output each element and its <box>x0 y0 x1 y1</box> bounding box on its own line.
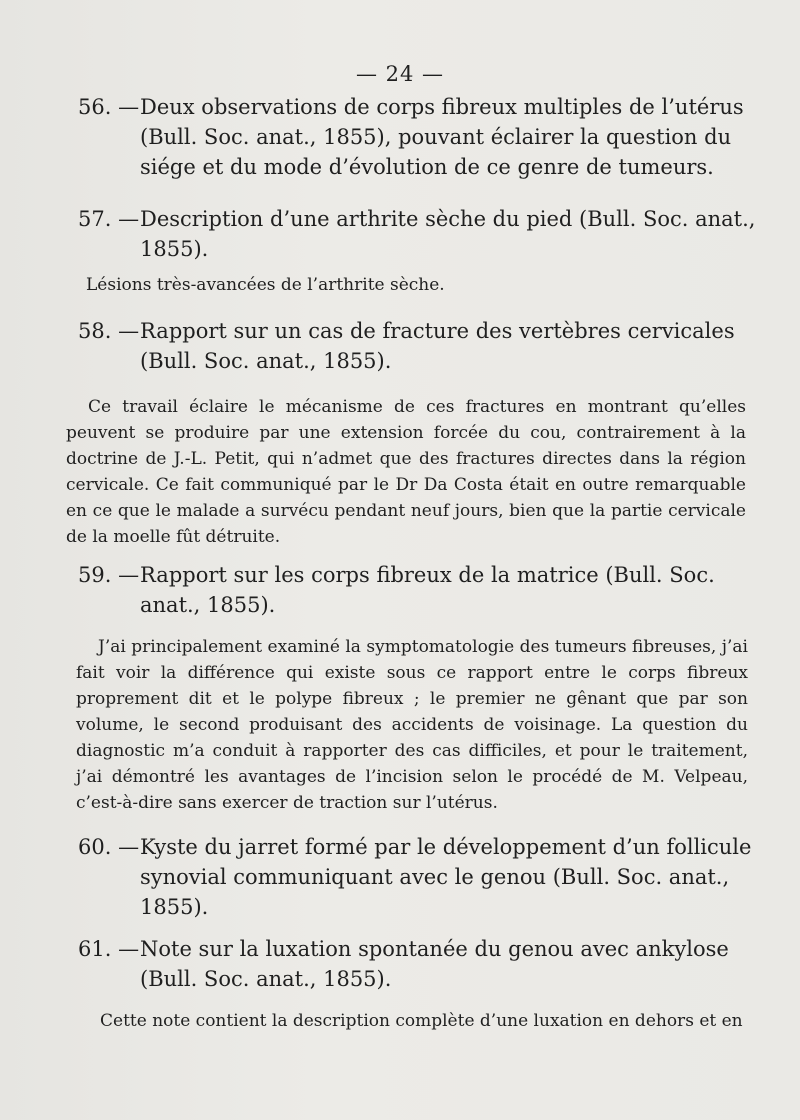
entry-title <box>78 560 758 620</box>
entry-57-body <box>78 272 758 298</box>
entry-title-text: Note sur la luxation spontanée du genou avec ankylose (Bull. Soc. anat., 1855). <box>140 937 729 991</box>
entry-description: Ce travail éclaire le mécanisme de ces fractures en montrant qu’elles peuvent se produire par une extension forcée du cou, contrairement à la doctrine de J.-L. Petit, qui n’admet que des fractures directes dans la région cervicale. Ce fait communiqué par le Dr Da Costa était en outre remarquable en ce que le malade a survécu pendant neuf jours, bien que la partie cervicale de la moelle fût détruite. <box>66 397 746 547</box>
entry-number: 59. — <box>78 563 140 587</box>
entry-58-body <box>66 394 746 550</box>
entry-title <box>78 832 758 922</box>
entry-number: 61. — <box>78 937 140 961</box>
entry-title <box>78 316 758 376</box>
entry-59 <box>78 560 758 620</box>
entry-61-body <box>88 1008 752 1034</box>
entry-number: 60. — <box>78 835 140 859</box>
page-number: — 24 — <box>355 62 445 86</box>
entry-number: 58. — <box>78 319 140 343</box>
entry-title-text: Description d’une arthrite sèche du pied (Bull. Soc. anat., 1855). <box>140 207 756 261</box>
entry-description: Cette note contient la description complète d’une luxation en dehors et en <box>100 1011 743 1031</box>
entry-58 <box>78 316 758 376</box>
entry-title-text: Rapport sur un cas de fracture des vertèbres cervicales (Bull. Soc. anat., 1855). <box>140 319 735 373</box>
entry-title-text: Kyste du jarret formé par le développement d’un follicule synovial communiquant avec le genou (Bull. Soc. anat., 1855). <box>140 835 752 919</box>
entry-57 <box>78 204 758 264</box>
entry-title <box>78 934 758 994</box>
entry-title-text: Rapport sur les corps fibreux de la matrice (Bull. Soc. anat., 1855). <box>140 563 715 617</box>
entry-description: Lésions très-avancées de l’arthrite sèche. <box>86 275 445 295</box>
entry-60 <box>78 832 758 922</box>
entry-title <box>78 204 758 264</box>
entry-61 <box>78 934 758 994</box>
entry-title <box>78 92 758 182</box>
entry-number: 56. — <box>78 95 140 119</box>
entry-56 <box>78 92 758 182</box>
entry-59-body <box>76 634 748 816</box>
entry-description: J’ai principalement examiné la symptomatologie des tumeurs fibreuses, j’ai fait voir la différence qui existe sous ce rapport entre le corps fibreux proprement dit et le polype fibreux ; le premier ne gênant que par son volume, le second produisant des accidents de voisinage. La question du diagnostic m’a conduit à rapporter des cas difficiles, et pour le traitement, j’ai démontré les avantages de l’incision selon le procédé de M. Velpeau, c’est-à-dire sans exercer de traction sur l’utérus. <box>76 637 748 813</box>
entry-number: 57. — <box>78 207 140 231</box>
entry-title-text: Deux observations de corps fibreux multiples de l’utérus (Bull. Soc. anat., 1855), pouvant éclairer la question du siége et du mode d’évolution de ce genre de tumeurs. <box>140 95 744 179</box>
